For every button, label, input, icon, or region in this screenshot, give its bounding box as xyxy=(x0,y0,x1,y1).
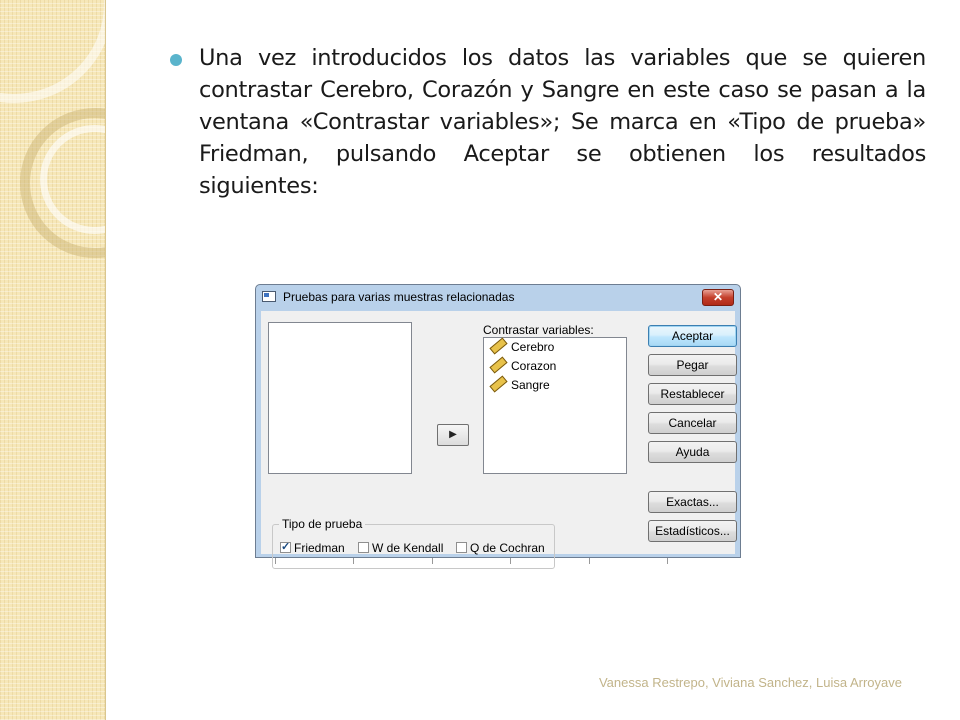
variable-name: Corazon xyxy=(511,359,557,373)
tick-mark xyxy=(589,558,590,564)
scale-ruler-icon xyxy=(489,375,507,392)
tick-mark xyxy=(432,558,433,564)
decorative-ring xyxy=(0,0,105,103)
footer-authors: Vanessa Restrepo, Viviana Sanchez, Luisa Arroyave xyxy=(598,675,902,690)
cochran-q-checkbox[interactable] xyxy=(456,541,545,555)
ok-button[interactable]: Aceptar xyxy=(648,325,737,347)
kendall-w-checkbox[interactable] xyxy=(358,541,443,555)
dialog-window xyxy=(255,284,741,558)
close-button[interactable]: ✕ xyxy=(702,289,734,306)
scale-ruler-icon xyxy=(489,356,507,373)
screenshot-edge-ticks xyxy=(255,558,741,566)
tick-mark xyxy=(275,558,276,564)
checkbox-label: Q de Cochran xyxy=(470,541,545,555)
sidebar-border xyxy=(105,0,106,720)
test-type-label: Tipo de prueba xyxy=(279,517,365,531)
friedman-checkbox[interactable] xyxy=(280,541,345,555)
checkbox-label: W de Kendall xyxy=(372,541,444,555)
move-variables-button[interactable] xyxy=(437,424,469,446)
source-variables-list[interactable] xyxy=(268,322,412,474)
right-arrow-icon: ▶ xyxy=(449,429,457,440)
checkbox-checked-icon: ✓ xyxy=(281,541,291,554)
window-icon xyxy=(262,291,276,302)
dialog-titlebar[interactable] xyxy=(256,285,740,309)
list-item[interactable] xyxy=(490,359,556,377)
tick-mark xyxy=(353,558,354,564)
tick-mark xyxy=(667,558,668,564)
dialog-title: Pruebas para varias muestras relacionadas xyxy=(283,290,515,304)
scale-ruler-icon xyxy=(489,337,507,354)
list-item[interactable] xyxy=(490,340,554,358)
test-variables-list[interactable] xyxy=(483,337,627,474)
variable-name: Sangre xyxy=(511,378,550,392)
body-paragraph: Una vez introducidos los datos las variables que se quieren contrastar Cerebro, Corazón y Sangre en este caso se pasan a la ventana «Contrastar variables»; Se marca en «Tipo de prueba» Friedman, pulsando Aceptar se obtienen los resultados siguientes: xyxy=(199,45,926,199)
paste-button[interactable]: Pegar xyxy=(648,354,737,376)
test-variables-label: Contrastar variables: xyxy=(483,323,594,337)
checkbox-unchecked-icon xyxy=(456,542,467,553)
decorative-sidebar xyxy=(0,0,105,720)
statistics-button[interactable]: Estadísticos... xyxy=(648,520,737,542)
tick-mark xyxy=(510,558,511,564)
variable-name: Cerebro xyxy=(511,340,555,354)
checkbox-label: Friedman xyxy=(294,541,345,555)
cancel-button[interactable]: Cancelar xyxy=(648,412,737,434)
bullet-dot xyxy=(170,54,182,66)
reset-button[interactable]: Restablecer xyxy=(648,383,737,405)
exact-button[interactable]: Exactas... xyxy=(648,491,737,513)
list-item[interactable] xyxy=(490,378,550,396)
dialog-body xyxy=(261,311,735,554)
checkbox-unchecked-icon xyxy=(358,542,369,553)
help-button[interactable]: Ayuda xyxy=(648,441,737,463)
